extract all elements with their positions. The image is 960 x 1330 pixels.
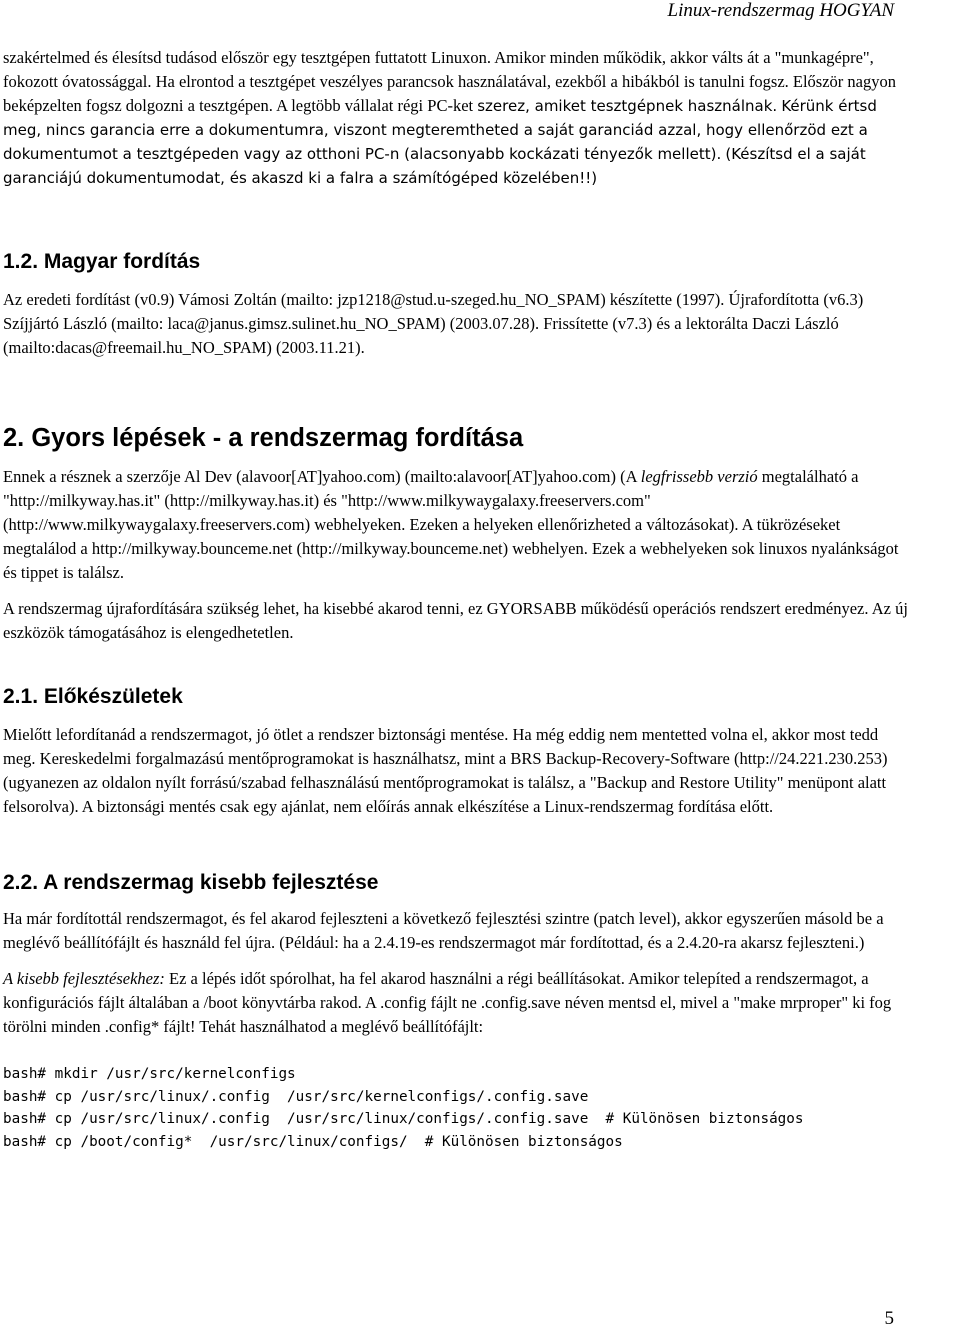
section-2-text-a: Ennek a résznek a szerzője Al Dev (alavoor[AT]yahoo.com) (mailto:alavoor[AT]yahoo.com) (A <box>3 467 641 486</box>
translation-paragraph: Az eredeti fordítást (v0.9) Vámosi Zoltán (mailto: jzp1218@stud.u-szeged.hu_NO_SPAM) készítette (1997). Újrafordította (v6.3) Szíjjártó László (mailto: laca@janus.gimsz.sulinet.hu_NO_SPAM) (2003.07.28). Frissítette (v7.3) és a lektorálta Daczi László (mailto:dacas@freemail.hu_NO_SPAM) (2003.11.21). <box>3 290 864 357</box>
intro-text-b: szerez, amiket tesztgépnek használnak. <box>477 97 778 115</box>
code-line: bash# mkdir /usr/src/kernelconfigs <box>3 1066 296 1082</box>
heading-2-1: 2.1. Előkészületek <box>3 685 183 708</box>
code-line: bash# cp /usr/src/linux/.config /usr/src/linux/configs/.config.save # Különösen biztonságos <box>3 1111 804 1127</box>
section-2-2-paragraph-1: Ha már fordítottál rendszermagot, és fel akarod fejleszteni a következő fejlesztési szintre (patch level), akkor egyszerűen másold be a meglévő beállítófájlt és használd fel újra. (Például: ha a 2.4.19-es rendszermagot már fordítottad, és a 2.4.20-ra akarsz fejleszteni.) <box>3 909 884 952</box>
intro-text-c: Kérünk értsd meg, nincs garancia erre a dokumentumra, viszont megteremtheted a saját garanciád azzal, hogy ellenőrzöd ezt a dokumentumot a tesztgépeden vagy az otthoni PC-n (alacsonyabb kockázati tényezők mellett). <box>3 97 877 163</box>
section-2-paragraph-1 <box>3 465 908 585</box>
section-2-2-text: Ez a lépés időt spórolhat, ha fel akarod használni a régi beállításokat. Amikor telepíted a rendszermagot, a konfigurációs fájlt általában a /boot könyvtárba rakod. A .config fájlt ne .config.save néven mentsd el, mivel a "make mrproper" ki fog törölni minden .config* fájlt! Tehát használhatod a meglévő beállítófájlt: <box>3 969 892 1036</box>
code-line: bash# cp /usr/src/linux/.config /usr/src/kernelconfigs/.config.save <box>3 1088 589 1105</box>
heading-2-2: 2.2. A rendszermag kisebb fejlesztése <box>3 871 379 894</box>
code-line: bash# cp /boot/config* /usr/src/linux/configs/ # Különösen biztonságos <box>3 1133 623 1150</box>
section-2-1-paragraph: Mielőtt lefordítanád a rendszermagot, jó ötlet a rendszer biztonsági mentése. Ha még eddig nem mentetted volna el, akkor most tedd meg. Kereskedelmi forgalmazású mentőprogramokat is használhatsz, mint a BRS Backup-Recovery-Software (http://24.221.230.253) (ugyanezen az oldalon nyílt forrású/szabad felhasználású mentőprogramokat is találsz, a "Backup and Restore Utility" menüpont alatt felsorolva). A biztonsági mentés csak egy ajánlat, nem előírás annak elkészítése a Linux-rendszermag fordítása előtt. <box>3 725 888 816</box>
section-2-text-b: megtalálható a "http://milkyway.has.it" (http://milkyway.has.it) és "http://www.milkywaygalaxy.freeservers.com" (http://www.milkywaygalaxy.freeservers.com) webhelyeken. Ezeken a helyeken ellenőrizheted a változásokat). A tükrözéseket megtalálod a http://milkyway.bounceme.net (http://milkyway.bounceme.net) webhelyen. Ezek a webhelyeken sok linuxos nyalánkságot és tippet is találsz. <box>3 467 899 582</box>
section-2-paragraph-2: A rendszermag újrafordítására szükség lehet, ha kisebbé akarod tenni, ez GYORSABB működésű operációs rendszert eredményez. Az új eszközök támogatásához is elengedhetetlen. <box>3 599 908 642</box>
page-number: 5 <box>884 1308 894 1329</box>
intro-paragraph <box>3 46 908 190</box>
section-2-emphasis: legfrissebb verzió <box>640 467 758 486</box>
intro-text-a: szakértelmed és élesítsd tudásod először egy tesztgépen futtatott Linuxon. Amikor minden működik, akkor válts át a "munkagépre", fokozott óvatossággal. Ha elrontod a tesztgépet veszélyes parancsok használatával, ezekből a hibákból is tanulni fogsz. Először nagyon beképzelten fogsz dolgozni a tesztgépen. A legtöbb vállalat régi PC-ket <box>3 48 896 115</box>
section-2-2-emphasis: A kisebb fejlesztésekhez: <box>3 969 165 988</box>
section-2-2-paragraph-2 <box>3 967 908 1039</box>
intro-text-d: (Készítsd el a saját garanciájú dokumentumodat, és akaszd ki a falra a számítógéped közelében!!) <box>3 145 866 187</box>
code-block <box>3 1063 960 1153</box>
document-body <box>3 46 908 1153</box>
heading-2: 2. Gyors lépések - a rendszermag fordítása <box>3 424 524 452</box>
running-header: Linux-rendszermag HOGYAN <box>667 0 894 21</box>
heading-1-2: 1.2. Magyar fordítás <box>3 250 201 273</box>
